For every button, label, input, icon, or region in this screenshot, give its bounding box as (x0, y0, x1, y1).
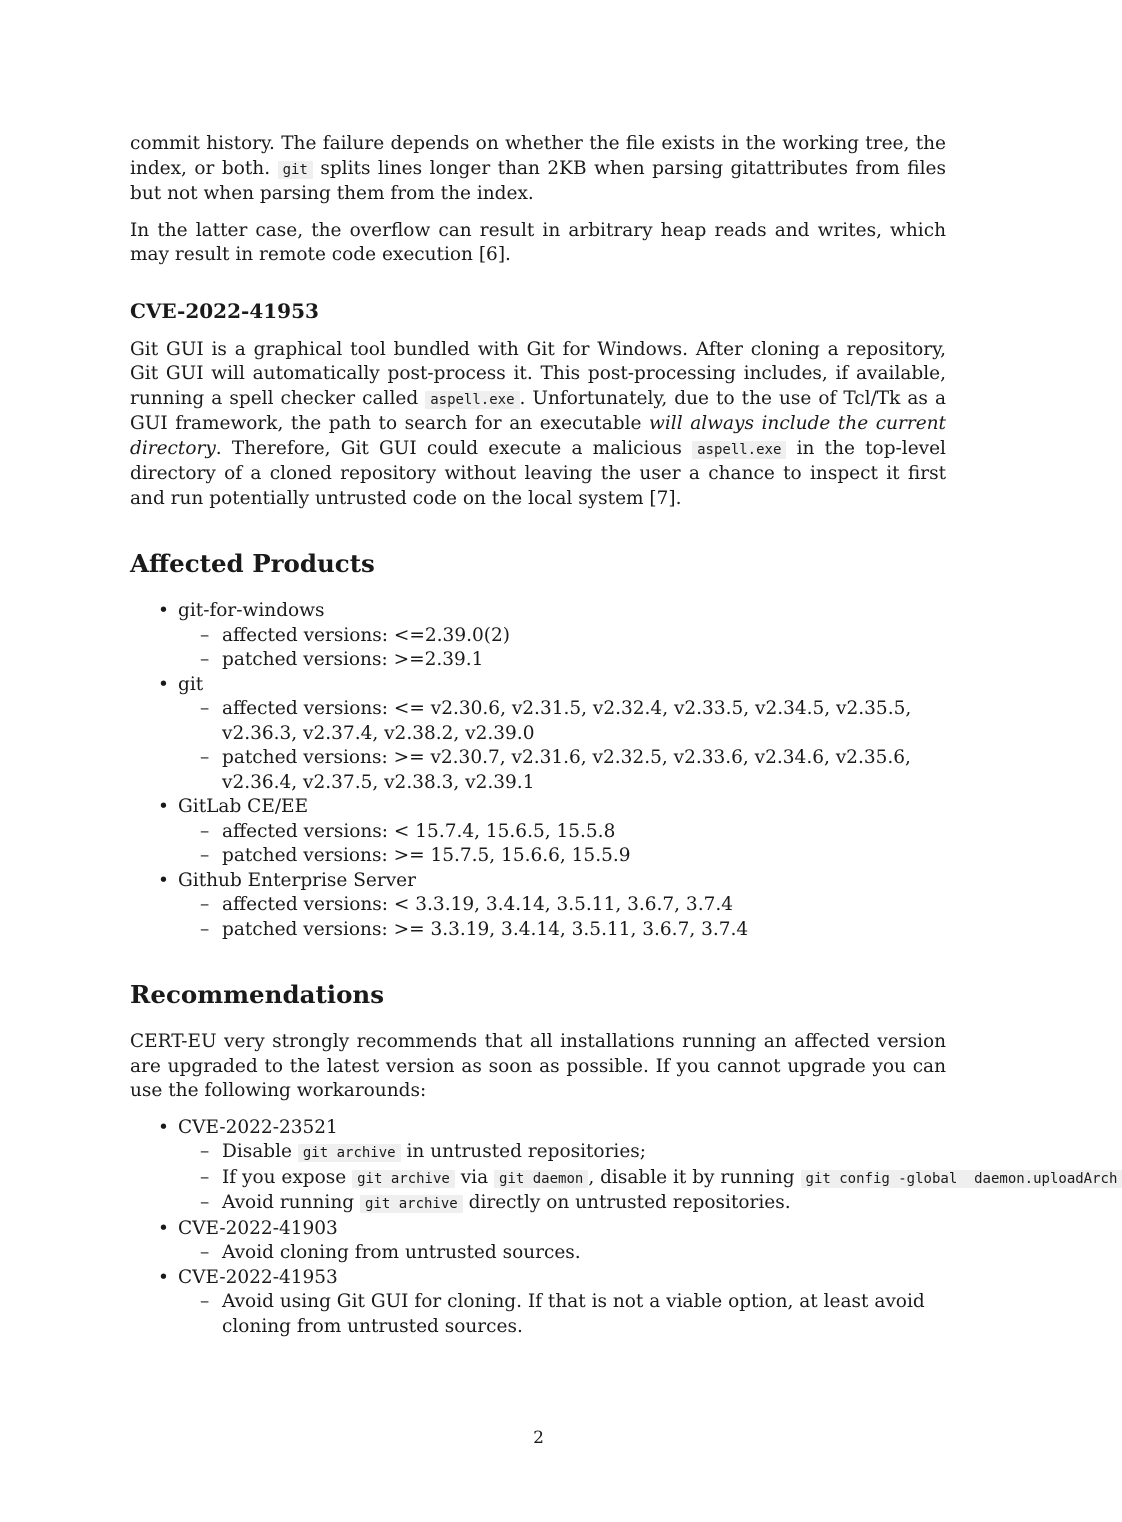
inline-code: git daemon (494, 1170, 588, 1188)
section-heading-recommendations: Recommendations (130, 980, 385, 1009)
recommendations-list (130, 1116, 1118, 1340)
inline-code: git (278, 161, 313, 179)
affected-products-list (130, 599, 946, 942)
list-item: – patched versions: >=2.39.1 (222, 648, 946, 673)
list-item: – Avoid using Git GUI for cloning. If that is not a viable option, at least avoid cloning from untrusted sources. (222, 1290, 946, 1339)
intro-paragraph-2: In the latter case, the overflow can result in arbitrary heap reads and writes, which may result in remote code execution [6]. (130, 219, 946, 265)
list-item: – Avoid running git archive directly on untrusted repositories. (222, 1191, 946, 1217)
list-item: • CVE-2022-41953 – Avoid using Git GUI for cloning. If that is not a viable option, at least avoid cloning from untrusted sources. (178, 1266, 946, 1340)
list-item: – affected versions: < 15.7.4, 15.6.5, 15.5.8 (222, 820, 946, 845)
list-item: • CVE-2022-23521 – Disable git archive in untrusted repositories; – If you expose git archive via git daemon , disable it by running git config -global daemon.uploadArch – Avoid running git archive directly on untrusted repositories. (178, 1116, 946, 1217)
section-heading-affected-products: Affected Products (130, 549, 375, 578)
list-item: – patched versions: >= 3.3.19, 3.4.14, 3.5.11, 3.6.7, 3.7.4 (222, 918, 946, 943)
cve-2022-41953-paragraph: Git GUI is a graphical tool bundled with Git for Windows. After cloning a repository, Git GUI will automatically post-process it. This post-processing includes, if available, running a spell checker called aspell.exe . Unfortunately, due to the use of Tcl/Tk as a GUI framework, the path to search for an executable will always include the current directory. Therefore, Git GUI could execute a malicious aspell.exe in the top-level directory of a cloned repository without leaving the user a chance to inspect it first and run potentially untrusted code on the local system [7]. (130, 338, 946, 509)
list-item: • CVE-2022-41903 – Avoid cloning from untrusted sources. (178, 1217, 946, 1266)
list-item: – patched versions: >= 15.7.5, 15.6.6, 15.5.9 (222, 844, 946, 869)
list-item: – If you expose git archive via git daemon , disable it by running git config -global daemon.uploadArch (222, 1166, 946, 1192)
inline-code: git config -global daemon.uploadArch (801, 1170, 1122, 1188)
list-item: – affected versions: <= v2.30.6, v2.31.5, v2.32.4, v2.33.5, v2.34.5, v2.35.5, v2.36.3, v2.37.4, v2.38.2, v2.39.0 (222, 697, 946, 746)
intro-paragraph-1: commit history. The failure depends on whether the file exists in the working tree, the index, or both. git splits lines longer than 2KB when parsing gitattributes from files but not when parsing them from the index. (130, 133, 947, 204)
list-item: • Github Enterprise Server – affected versions: < 3.3.19, 3.4.14, 3.5.11, 3.6.7, 3.7.4 – patched versions: >= 3.3.19, 3.4.14, 3.5.11, 3.6.7, 3.7.4 (178, 869, 946, 943)
list-item: • git-for-windows – affected versions: <=2.39.0(2) – patched versions: >=2.39.1 (178, 599, 946, 673)
emphasis: will always include the current directory (130, 413, 946, 459)
section-heading-cve-2022-41953: CVE-2022-41953 (130, 298, 319, 323)
page-number: 2 (533, 1428, 544, 1448)
list-item: – affected versions: < 3.3.19, 3.4.14, 3.5.11, 3.6.7, 3.7.4 (222, 893, 946, 918)
inline-code: aspell.exe (692, 441, 786, 459)
list-item: – Avoid cloning from untrusted sources. (222, 1241, 946, 1266)
document-page (130, 132, 1118, 1339)
list-item: • git – affected versions: <= v2.30.6, v2.31.5, v2.32.4, v2.33.5, v2.34.5, v2.35.5, v2.36.3, v2.37.4, v2.38.2, v2.39.0 – patched versions: >= v2.30.7, v2.31.6, v2.32.5, v2.33.6, v2.34.6, v2.35.6, v2.36.4, v2.37.5, v2.38.3, v2.39.1 (178, 673, 946, 796)
list-item: • GitLab CE/EE – affected versions: < 15.7.4, 15.6.5, 15.5.8 – patched versions: >= 15.7.5, 15.6.6, 15.5.9 (178, 795, 946, 869)
list-item: – patched versions: >= v2.30.7, v2.31.6, v2.32.5, v2.33.6, v2.34.6, v2.35.6, v2.36.4, v2.37.5, v2.38.3, v2.39.1 (222, 746, 946, 795)
list-item: – Disable git archive in untrusted repositories; (222, 1140, 946, 1166)
recommendations-intro: CERT-EU very strongly recommends that all installations running an affected version are upgraded to the latest version as soon as possible. If you cannot upgrade you can use the following workarounds: (130, 1031, 946, 1101)
list-item: – affected versions: <=2.39.0(2) (222, 624, 946, 649)
inline-code: git archive (360, 1195, 463, 1213)
inline-code: aspell.exe (425, 391, 519, 409)
inline-code: git archive (352, 1170, 455, 1188)
inline-code: git archive (298, 1144, 401, 1162)
